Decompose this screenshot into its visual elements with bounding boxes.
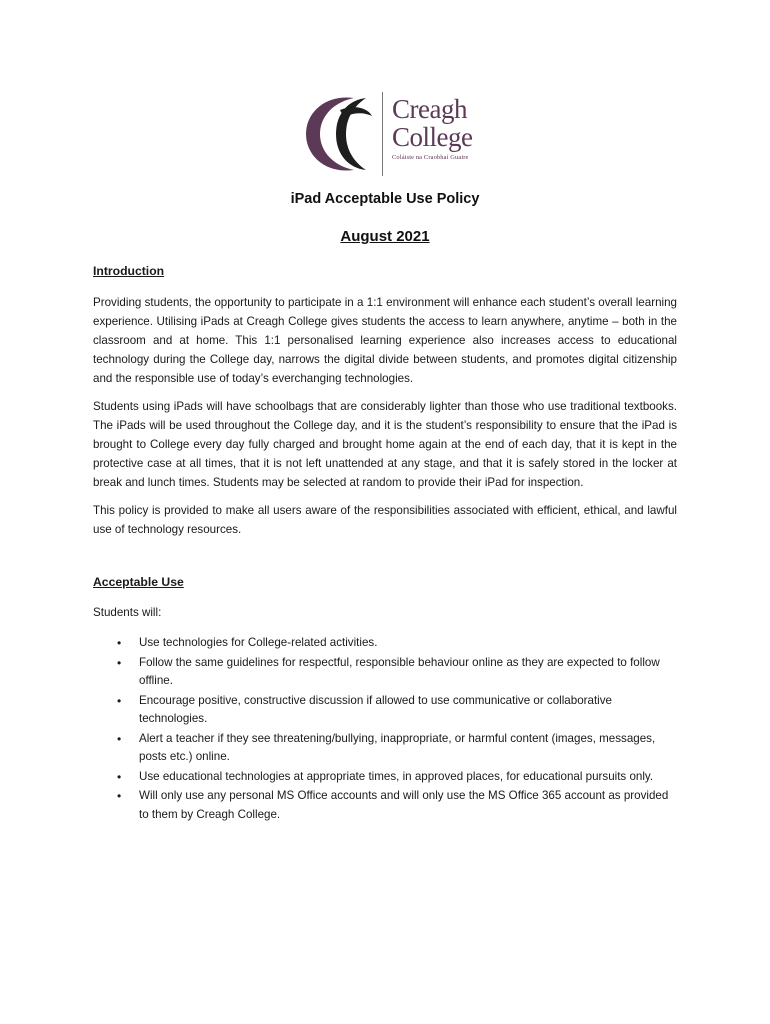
logo-line-1: Creagh (392, 94, 467, 124)
document-title: iPad Acceptable Use Policy (290, 191, 480, 207)
list-item: • Encourage positive, constructive discussion if allowed to use communicative or collaborative technologies. (117, 693, 613, 725)
acceptable-use-list (93, 634, 677, 824)
bullet-icon: • (117, 789, 122, 803)
logo-divider (382, 92, 383, 176)
list-item: • Use technologies for College-related activities. (93, 634, 677, 653)
bullet-icon: • (117, 655, 122, 670)
acceptable-use-heading: Acceptable Use (93, 575, 184, 589)
introduction-heading: Introduction (93, 264, 165, 278)
logo-wordmark (392, 96, 472, 162)
bullet-icon: • (117, 693, 122, 708)
logo-line-2: College (392, 122, 473, 152)
college-logo (296, 90, 476, 180)
bullet-icon: • (117, 731, 122, 746)
logo-c-mark-icon (296, 90, 378, 178)
logo-subtitle: Coláiste na Craobhaí Guaire (392, 154, 469, 161)
intro-paragraph-2: Students using iPads will have schoolbags that are considerably lighter than those who use traditional textbooks. The iPads will be used throughout the College day, and it is the student’s responsibility to ensure that the iPad is brought to College every day fully charged and brought home again at the end of each day, that it is kept in the protective case at all times, that it is not left unattended at any stage, and that it is safely stored in the locker at break and lunch times. Students may be selected at random to provide their iPad for inspection. (93, 400, 677, 489)
intro-paragraph-3: This policy is provided to make all users aware of the responsibilities associated with efficient, ethical, and lawful use of technology resources. (93, 504, 677, 536)
bullet-icon: • (117, 636, 122, 650)
intro-paragraph-1: Providing students, the opportunity to participate in a 1:1 environment will enhance each student’s overall learning experience. Utilising iPads at Creagh College gives students the access to learn anywhere, anytime – both in the classroom and at home. This 1:1 personalised learning experience also increases access to educational technology during the College day, narrows the digital divide between students, and promotes digital citizenship and the responsible use of today’s everchanging technologies. (93, 296, 677, 385)
list-item: • Follow the same guidelines for respectful, responsible behaviour online as they are expected to follow offline. (117, 655, 660, 687)
document-body (93, 262, 677, 825)
document-date: August 2021 (340, 228, 430, 245)
list-item: • Will only use any personal MS Office accounts and will only use the MS Office 365 account as provided to them by Creagh College. (117, 789, 669, 821)
list-item: • Alert a teacher if they see threatening/bullying, inappropriate, or harmful content (images, messages, posts etc.) online. (117, 731, 656, 763)
acceptable-use-lead: Students will: (93, 606, 162, 619)
list-item: • Use educational technologies at appropriate times, in approved places, for educational pursuits only. (93, 768, 677, 787)
bullet-icon: • (117, 769, 122, 784)
